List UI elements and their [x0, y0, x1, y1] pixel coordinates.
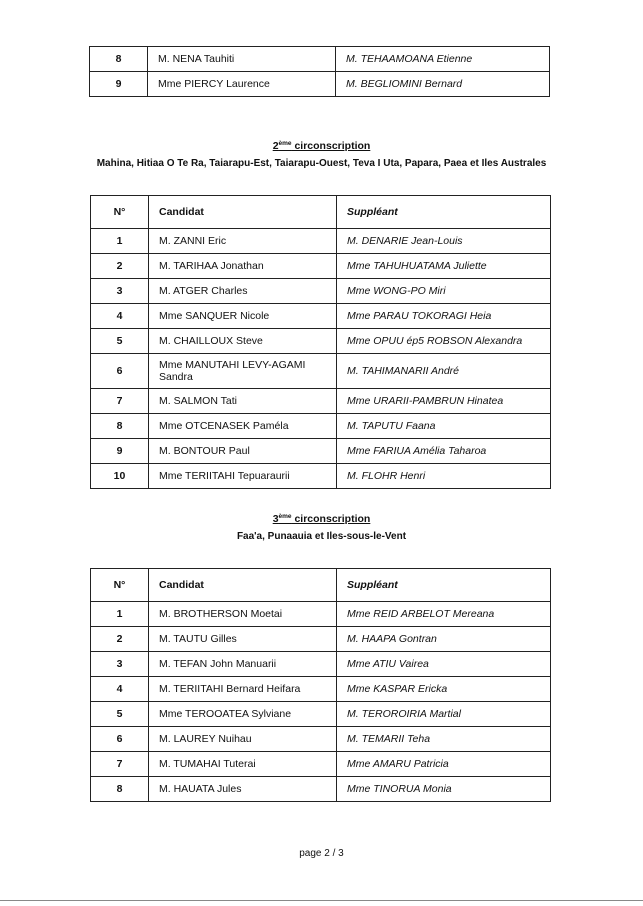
table-row	[91, 304, 551, 329]
table-row	[91, 229, 551, 254]
cell-candidat: M. NENA Tauhiti	[148, 47, 336, 72]
cell-num: 1	[91, 229, 149, 254]
cell-num: 5	[91, 329, 149, 354]
cell-suppleant: M. DENARIE Jean-Louis	[337, 229, 551, 254]
cell-candidat: M. CHAILLOUX Steve	[149, 329, 337, 354]
table-row	[91, 414, 551, 439]
circ3-number: 3	[272, 513, 279, 525]
cell-num: 3	[91, 279, 149, 304]
cell-suppleant: M. TAHIMANARII André	[337, 354, 551, 389]
table-header-row	[91, 569, 551, 602]
cell-suppleant: M. BEGLIOMINI Bernard	[336, 72, 550, 97]
cell-candidat: M. ATGER Charles	[149, 279, 337, 304]
cell-candidat: Mme TEROOATEA Sylviane	[149, 702, 337, 727]
table-row	[91, 389, 551, 414]
table-row	[91, 677, 551, 702]
cell-num: 5	[91, 702, 149, 727]
circ3-label: circonscription	[291, 513, 371, 525]
table-circ2	[90, 195, 551, 489]
table-row	[91, 727, 551, 752]
cell-candidat: M. HAUATA Jules	[149, 777, 337, 802]
table-row	[91, 602, 551, 627]
circ2-title	[0, 140, 643, 152]
cell-suppleant: M. TEROROIRIA Martial	[337, 702, 551, 727]
cell-num: 8	[91, 414, 149, 439]
table-row	[91, 439, 551, 464]
circ2-superscript: ème	[278, 140, 292, 147]
cell-suppleant: Mme URARII-PAMBRUN Hinatea	[337, 389, 551, 414]
cell-num: 6	[91, 354, 149, 389]
table-row	[90, 47, 550, 72]
cell-candidat: M. TUMAHAI Tuterai	[149, 752, 337, 777]
cell-num: 4	[91, 677, 149, 702]
table-circ3	[90, 568, 551, 802]
table-row	[91, 464, 551, 489]
circ3-communes: Faa'a, Punaauia et Iles-sous-le-Vent	[236, 531, 407, 542]
table-row	[91, 279, 551, 304]
table-row	[91, 752, 551, 777]
cell-candidat: M. TARIHAA Jonathan	[149, 254, 337, 279]
header-candidat: Candidat	[149, 196, 337, 229]
table-row	[91, 627, 551, 652]
table-row	[91, 354, 551, 389]
header-suppleant: Suppléant	[337, 196, 551, 229]
cell-suppleant: M. HAAPA Gontran	[337, 627, 551, 652]
circ3-superscript: ème	[278, 513, 292, 520]
table-circ1-continuation	[89, 46, 550, 97]
cell-candidat: Mme PIERCY Laurence	[148, 72, 336, 97]
table-header-row	[91, 196, 551, 229]
cell-num: 8	[90, 47, 148, 72]
cell-num: 9	[91, 439, 149, 464]
cell-candidat: Mme MANUTAHI LEVY-AGAMI Sandra	[149, 354, 337, 389]
cell-num: 7	[91, 389, 149, 414]
table-row	[91, 777, 551, 802]
cell-suppleant: M. TEMARII Teha	[337, 727, 551, 752]
cell-suppleant: M. TAPUTU Faana	[337, 414, 551, 439]
cell-suppleant: Mme AMARU Patricia	[337, 752, 551, 777]
table-row	[91, 702, 551, 727]
circ2-number: 2	[272, 140, 279, 152]
cell-candidat: M. BROTHERSON Moetai	[149, 602, 337, 627]
cell-suppleant: M. FLOHR Henri	[337, 464, 551, 489]
cell-num: 8	[91, 777, 149, 802]
cell-candidat: Mme OTCENASEK Paméla	[149, 414, 337, 439]
cell-suppleant: Mme TAHUHUATAMA Juliette	[337, 254, 551, 279]
circ3-title	[0, 513, 643, 525]
cell-candidat: M. LAUREY Nuihau	[149, 727, 337, 752]
header-suppleant: Suppléant	[337, 569, 551, 602]
table-row	[91, 652, 551, 677]
cell-candidat: M. ZANNI Eric	[149, 229, 337, 254]
cell-num: 4	[91, 304, 149, 329]
table-row	[90, 72, 550, 97]
cell-suppleant: Mme WONG-PO Miri	[337, 279, 551, 304]
cell-suppleant: Mme KASPAR Ericka	[337, 677, 551, 702]
circ2-communes: Mahina, Hitiaa O Te Ra, Taiarapu-Est, Taiarapu-Ouest, Teva I Uta, Papara, Paea et Iles Australes	[96, 158, 547, 169]
circ2-label: circonscription	[291, 140, 371, 152]
cell-num: 2	[91, 627, 149, 652]
bottom-divider	[0, 900, 643, 901]
header-num: N°	[91, 196, 149, 229]
cell-suppleant: Mme PARAU TOKORAGI Heia	[337, 304, 551, 329]
header-candidat: Candidat	[149, 569, 337, 602]
cell-suppleant: M. TEHAAMOANA Etienne	[336, 47, 550, 72]
cell-num: 6	[91, 727, 149, 752]
table-row	[91, 329, 551, 354]
cell-num: 10	[91, 464, 149, 489]
cell-suppleant: Mme ATIU Vairea	[337, 652, 551, 677]
header-num: N°	[91, 569, 149, 602]
cell-candidat: M. SALMON Tati	[149, 389, 337, 414]
cell-candidat: Mme TERIITAHI Tepuaraurii	[149, 464, 337, 489]
cell-num: 3	[91, 652, 149, 677]
cell-suppleant: Mme TINORUA Monia	[337, 777, 551, 802]
table-row	[91, 254, 551, 279]
cell-num: 1	[91, 602, 149, 627]
cell-suppleant: Mme FARIUA Amélia Taharoa	[337, 439, 551, 464]
cell-num: 2	[91, 254, 149, 279]
cell-num: 9	[90, 72, 148, 97]
cell-candidat: M. TERIITAHI Bernard Heifara	[149, 677, 337, 702]
cell-candidat: M. BONTOUR Paul	[149, 439, 337, 464]
cell-num: 7	[91, 752, 149, 777]
cell-suppleant: Mme OPUU ép5 ROBSON Alexandra	[337, 329, 551, 354]
cell-candidat: M. TAUTU Gilles	[149, 627, 337, 652]
cell-candidat: M. TEFAN John Manuarii	[149, 652, 337, 677]
page-number: page 2 / 3	[299, 848, 344, 859]
cell-candidat: Mme SANQUER Nicole	[149, 304, 337, 329]
cell-suppleant: Mme REID ARBELOT Mereana	[337, 602, 551, 627]
